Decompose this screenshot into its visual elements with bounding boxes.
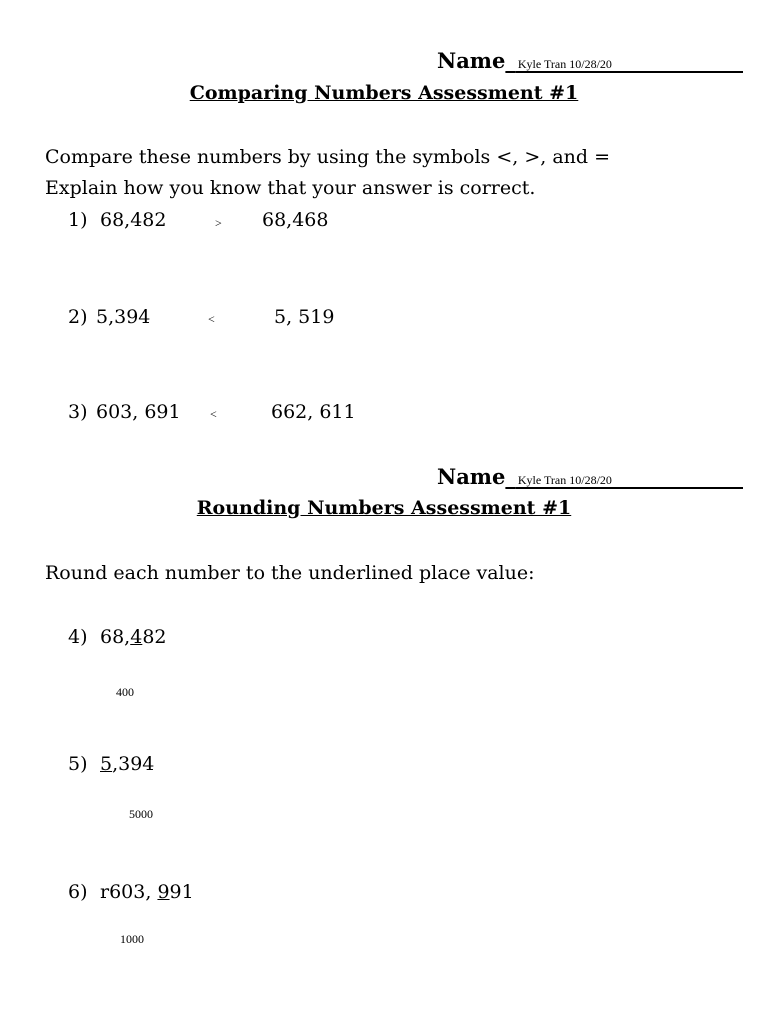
comparison-symbol: >: [215, 216, 222, 230]
problem-number: 5): [68, 753, 88, 775]
underlined-digit: 9: [157, 881, 170, 903]
underlined-digit: 4: [130, 626, 143, 648]
problem-right-value: 5, 519: [274, 306, 335, 328]
problem-left-value: 5,394: [96, 306, 151, 328]
number-part: r603,: [100, 881, 158, 903]
number-part: 82: [142, 626, 167, 648]
comparison-symbol: <: [208, 312, 215, 326]
number-part: 68,: [100, 626, 131, 648]
problem-right-value: 662, 611: [271, 401, 356, 423]
problem-number: 3): [68, 401, 88, 423]
name-line: [437, 48, 743, 73]
name-line: [437, 464, 743, 489]
rounding-title: Rounding Numbers Assessment #1: [196, 497, 572, 519]
problem-right-value: 68,468: [262, 209, 329, 231]
rounding-number: [100, 881, 194, 903]
name-label: Name_: [437, 464, 516, 489]
number-part: ,394: [112, 753, 155, 775]
comparing-instruction: Compare these numbers by using the symbols <, >, and =: [45, 146, 611, 168]
rounding-number: [100, 753, 154, 775]
rounding-instruction: Round each number to the underlined place value:: [45, 562, 535, 584]
problem-number: 2): [68, 306, 88, 328]
comparison-symbol: <: [210, 407, 217, 421]
underlined-digit: 5: [100, 753, 113, 775]
name-field[interactable]: Kyle Tran 10/28/20: [516, 473, 743, 489]
rounding-answer: 400: [116, 685, 134, 699]
rounding-number: [100, 626, 167, 648]
problem-left-value: 68,482: [100, 209, 167, 231]
problem-left-value: 603, 691: [96, 401, 181, 423]
comparing-title: Comparing Numbers Assessment #1: [189, 82, 579, 104]
name-field[interactable]: Kyle Tran 10/28/20: [516, 57, 743, 73]
rounding-answer: 5000: [129, 807, 153, 821]
problem-number: 1): [68, 209, 88, 231]
problem-number: 4): [68, 626, 88, 648]
comparing-instruction-explain: Explain how you know that your answer is correct.: [45, 177, 536, 199]
number-part: 91: [169, 881, 194, 903]
name-label: Name_: [437, 48, 516, 73]
problem-number: 6): [68, 881, 88, 903]
rounding-answer: 1000: [120, 932, 144, 946]
